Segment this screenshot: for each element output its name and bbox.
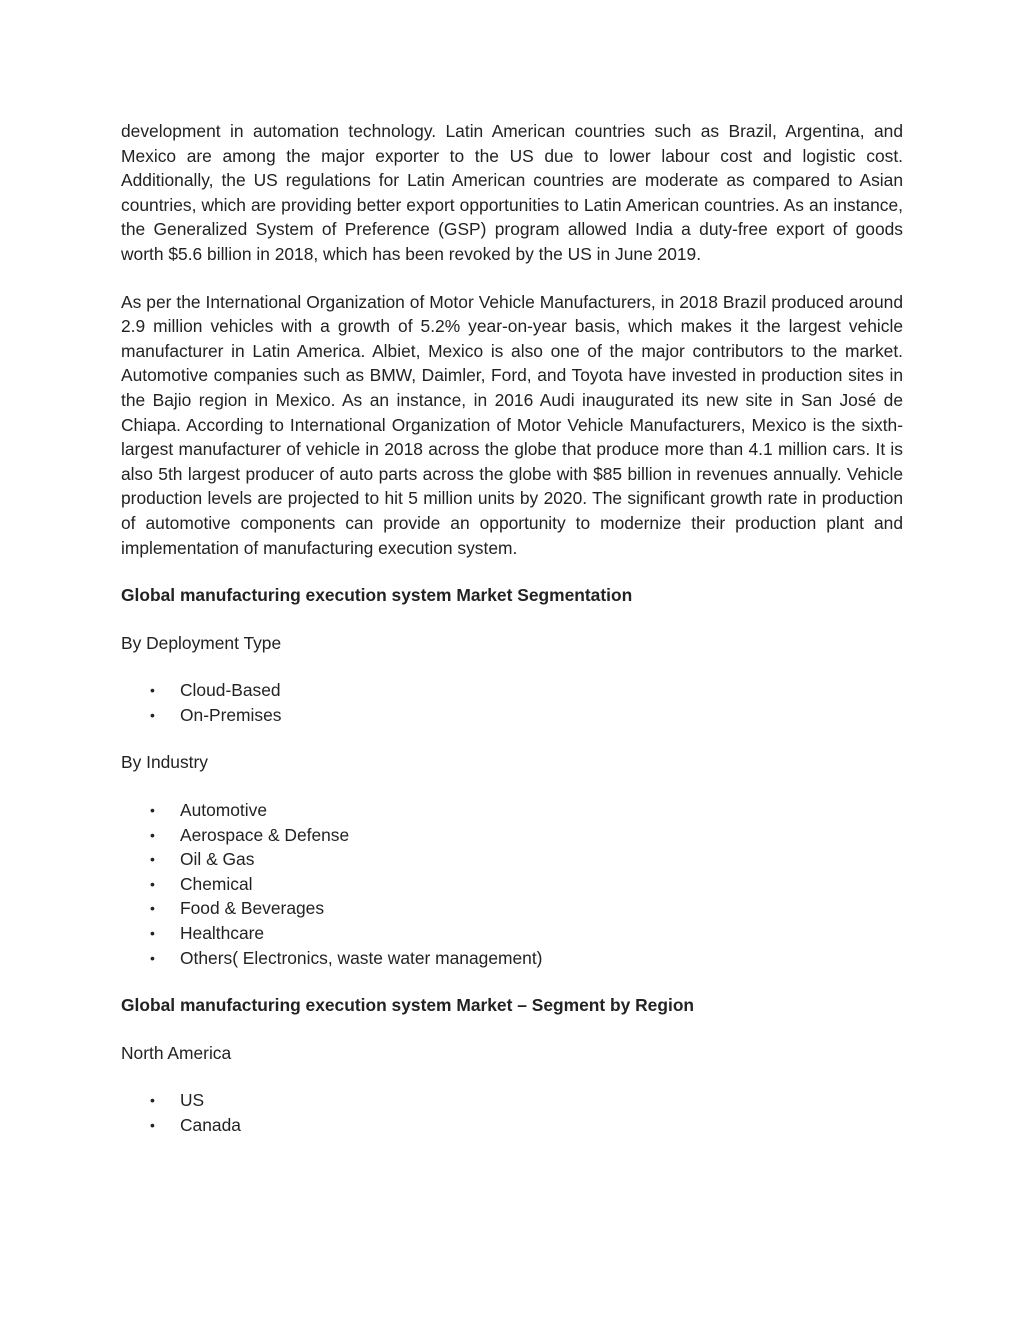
north-america-label: North America [121,1042,232,1063]
list-item [121,946,903,971]
deployment-type-list [121,678,903,727]
bullet-icon: • [150,851,155,868]
industry-label: By Industry [121,752,208,773]
list-item-text: Cloud-Based [180,680,281,701]
bullet-icon: • [150,802,155,819]
north-america-list [121,1088,903,1137]
list-item-text: Canada [180,1115,241,1135]
list-item [121,896,903,921]
list-item [121,1113,903,1138]
bullet-icon: • [150,949,155,966]
list-item-text: Automotive [180,800,267,821]
list-item-text: Chemical [180,873,253,894]
region-heading: Global manufacturing execution system Market – Segment by Region [121,995,695,1016]
list-item [121,823,903,848]
list-item-text: Aerospace & Defense [180,824,350,845]
list-item [121,847,903,872]
segmentation-heading: Global manufacturing execution system Market Segmentation [121,585,633,606]
list-item-text: Food & Beverages [180,898,325,919]
bullet-icon: • [150,706,155,723]
paragraph-vehicle-production: As per the International Organization of Motor Vehicle Manufacturers, in 2018 Brazil produced around 2.9 million vehicles with a growth of 5.2% year-on-year basis, which makes it the largest vehicle manufacturer in Latin America. Albiet, Mexico is also one of the major contributors to the market. Automotive companies such as BMW, Daimler, Ford, and Toyota have invested in production sites in the Bajio region in Mexico. As an instance, in 2016 Audi inaugurated its new site in San José de Chiapa. According to International Organization of Motor Vehicle Manufacturers, Mexico is the sixth-largest manufacturer of vehicle in 2018 across the globe that produce more than 4.1 million cars. It is also 5th largest producer of auto parts across the globe with $85 billion in revenues annually. Vehicle production levels are projected to hit 5 million units by 2020. The significant growth rate in production of automotive components can provide an opportunity to modernize their production plant and implementation of manufacturing execution system. [121,291,903,558]
list-item-text: On-Premises [180,704,282,725]
list-item [121,798,903,823]
list-item-text: Oil & Gas [180,849,255,870]
bullet-icon: • [150,1092,155,1109]
list-item [121,678,903,703]
list-item-text: Others( Electronics, waste water management) [180,947,543,968]
bullet-icon: • [150,925,155,942]
bullet-icon: • [150,682,155,699]
list-item-text: US [180,1090,205,1111]
paragraph-automation-export: development in automation technology. Latin American countries such as Brazil, Argentina, and Mexico are among the major exporter to the US due to lower labour cost and logistic cost. Additionally, the US regulations for Latin American countries are moderate as compared to Asian countries, which are providing better export opportunities to Latin American countries. As an instance, the Generalized System of Preference (GSP) program allowed India a duty-free export of goods worth $5.6 billion in 2018, which has been revoked by the US in June 2019. [121,121,903,264]
document-page [121,119,903,1161]
list-item [121,921,903,946]
deployment-type-label: By Deployment Type [121,632,282,653]
bullet-icon: • [150,826,155,843]
industry-list [121,798,903,970]
bullet-icon: • [150,900,155,917]
list-item [121,1088,903,1113]
bullet-icon: • [150,875,155,892]
bullet-icon: • [150,1117,155,1133]
list-item [121,872,903,897]
list-item [121,703,903,728]
list-item-text: Healthcare [180,923,265,944]
